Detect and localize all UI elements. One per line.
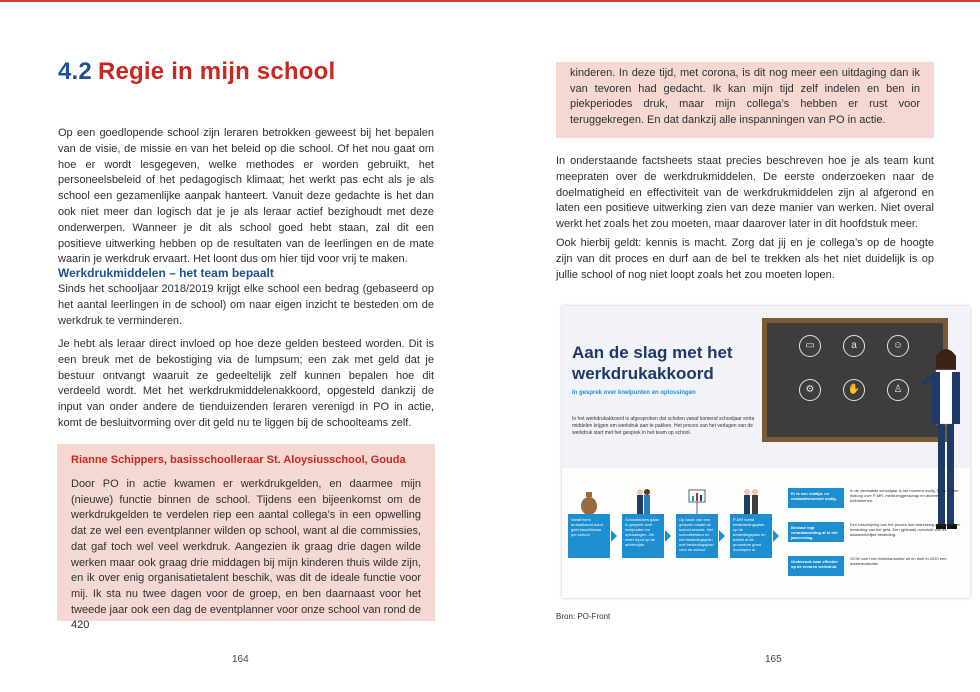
section-heading: Werkdrukmiddelen – het team bepaalt bbox=[58, 266, 274, 280]
factsheet-steps bbox=[568, 488, 790, 598]
factsheet-row-text: OCW voert een beleidsmonitor uit en doet in 2020 een tussenevaluatie. bbox=[850, 556, 947, 566]
factsheet-row-text: Een beschrijving van het proces met betrekking op de inzet en besteding van het geld. Een (globaal) overzicht van de daadwerkelijke besteding. bbox=[850, 522, 961, 537]
step-card-3: Op basis van een gesprek maakt de school keuzes. Het schoolbestuur en het bestedingsplan met bestedingsplan voor de school. bbox=[676, 514, 718, 558]
chalkboard bbox=[762, 318, 948, 442]
quote-continuation: kinderen. In deze tijd, met corona, is dit nog meer een uitdaging dan ik van tevoren had gedacht. Ik kan mijn tijd zelf indelen en ben in piekperiodes druk, maar mijn collega’s hebben er rust voor teruggekregen. En dat dankzij alle inspanningen van PO in actie. bbox=[556, 62, 934, 138]
chapter-number: 4.2 bbox=[58, 58, 92, 85]
factsheet-row-label: Bestuur legt verantwoording af in het jaarverslag. bbox=[788, 522, 844, 542]
page-number-left: 164 bbox=[232, 654, 249, 665]
right-page bbox=[490, 0, 980, 692]
step-card-2: Schoolleiders gaan in gesprek over knelpunten en oplossingen. Zie meer input op de achterzijde. bbox=[622, 514, 664, 558]
screen-icon: ▭ bbox=[799, 335, 821, 357]
presentation-icon bbox=[688, 488, 706, 516]
right-paragraph-1: In onderstaande factsheets staat precies beschreven hoe je als team kunt meepraten over de werkdrukmiddelen. De eerste onderzoeken naar de doelmatigheid en effectiviteit van de werkdrukmiddelen zijn al afgerond en laten een positieve uitwerking zien van deze manier van werken. Niet overal werkt het zoals het zou moeten, maar daarover later in dit hoofdstuk meer. bbox=[556, 155, 934, 231]
factsheet-row bbox=[788, 488, 966, 514]
step-card-4: P-MR toetst bestemmingsplan op de bestedingsplan en beleid of de procedure goed doorlopen is. bbox=[730, 514, 772, 558]
chapter-title bbox=[58, 58, 335, 86]
factsheet-row-text: In de vierlaatste schooljaar is het moment nodig. Nu is er een dialoog over P-MR, medezeggenschap en andere betrokkenen. bbox=[850, 488, 959, 503]
body-paragraph-3: Je hebt als leraar direct invloed op hoe deze gelden besteed worden. Dit is een breuk met de bekostiging via de lumpsum; een zak met geld dat je bestuur ontvangt waaruit ze gedeeltelijk zelf kunnen bepalen hoe dit verdeeld wordt. Met het werkdrukmiddelenakkoord, opgesteld dankzij de input van onder andere de tienduizenden leraren verenigd in PO in actie, komt de besluitvorming over dit geld nu te liggen bij de schoolteams zelf. bbox=[58, 338, 434, 429]
body-paragraph-2: Sinds het schooljaar 2018/2019 krijgt elke school een bedrag (gebaseerd op het aantal leerlingen in de school) om naar eigen inzicht te besteden om de werkdruk te verminderen. bbox=[58, 283, 434, 327]
chapter-title-text: Regie in mijn school bbox=[97, 58, 336, 85]
step-arrow bbox=[719, 530, 725, 542]
factsheet-title: Aan de slag met het werkdrukakkoord bbox=[572, 343, 733, 383]
abc-icon: a bbox=[843, 335, 865, 357]
quote-box bbox=[57, 444, 435, 632]
factsheet-subtitle: In gesprek over knelpunten en oplossingen bbox=[572, 390, 696, 396]
quote-heading: Rianne Schippers, basisschoolleraar St. Aloysiusschool, Gouda bbox=[71, 454, 406, 466]
money-bag-icon bbox=[580, 488, 598, 516]
handshake-icon bbox=[742, 488, 760, 516]
factsheet-row-label: Onderzoek naar effecten op de ervaren werkdruk. bbox=[788, 556, 844, 576]
people-icon: ☺ bbox=[887, 335, 909, 357]
page-number-right: 165 bbox=[765, 654, 782, 665]
step-arrow bbox=[665, 530, 671, 542]
step-arrow bbox=[773, 530, 779, 542]
factsheet-row bbox=[788, 522, 966, 548]
step-arrow bbox=[611, 530, 617, 542]
factsheet-row bbox=[788, 556, 966, 582]
image-source: Bron: PO-Front bbox=[556, 612, 611, 621]
intro-paragraph: Op een goedlopende school zijn leraren betrokken geweest bij het bepalen van de visie, de missie en van het beleid op die school. Of het nou gaat om hoe er wordt lesgegeven, welke methodes er worden gebruikt, het personeelsbeleid of het pedagogisch klimaat; het werkt pas echt als je als school een gezamenlijke aanpak hanteert. Vanuit deze gedachte is het dan ook niet meer dan logisch dat je je als leraar actief bezighoudt met deze onderwerpen. Wanneer je dit als school goed hebt staan, zal dit een positieve uitwerking hebben op de resultaten van de leerlingen en de mate waarin je werkdruk ervaart. Het loont dus om hier tijd voor vrij te maken. bbox=[58, 127, 434, 266]
step-card-1: Vanaf werk drukakkoord komt geld beschikbaar per school. bbox=[568, 514, 610, 558]
factsheet-intro: In het werkdrukakkoord is afgesproken dat scholen vanaf komend schooljaar extra middelen krijgen om werkdruk aan te pakken. Het proces van het verlagen van de werkdruk start met het gesprek in het team op school. bbox=[572, 416, 755, 436]
gear-icon: ⚙ bbox=[799, 379, 821, 401]
factsheet-image bbox=[562, 306, 970, 598]
hand-icon: ✋ bbox=[843, 379, 865, 401]
meeting-people-icon bbox=[634, 488, 652, 516]
factsheet-row-label: Er is een realtijd- en evaluatiemoment nodig. bbox=[788, 488, 844, 508]
quote-text: Door PO in actie kwamen er werkdrukgelden, en daarmee mijn (nieuwe) functie binnen de school. Tijdens een bijeenkomst om de werkdrukgelden te verdelen riep een aantal collega’s in een opwelling dat ze wel een eventplanner wilden op school, want al die commissies, dat gaf toch wel veel werkdruk. Aangezien ik graag drie dagen wilde werken maar ook graag drie middagen bij mijn kinderen thuis wilde zijn, en ik over enig organisatietalent beschik, was dit de ideale functie voor mij. Ik sta nu twee dagen voor de groep, en ben daarnaast voor het tweede jaar ook een dag de eventplanner voor onze school van rond de 420 bbox=[71, 478, 421, 632]
person-icon: ♙ bbox=[887, 379, 909, 401]
right-paragraph-2: Ook hierbij geldt: kennis is macht. Zorg dat jij en je collega’s op de hoogte zijn van dit proces en durf aan de bel te trekken als het niet duidelijk is op jullie school of nog niet loopt zoals het zou moeten lopen. bbox=[556, 237, 934, 281]
